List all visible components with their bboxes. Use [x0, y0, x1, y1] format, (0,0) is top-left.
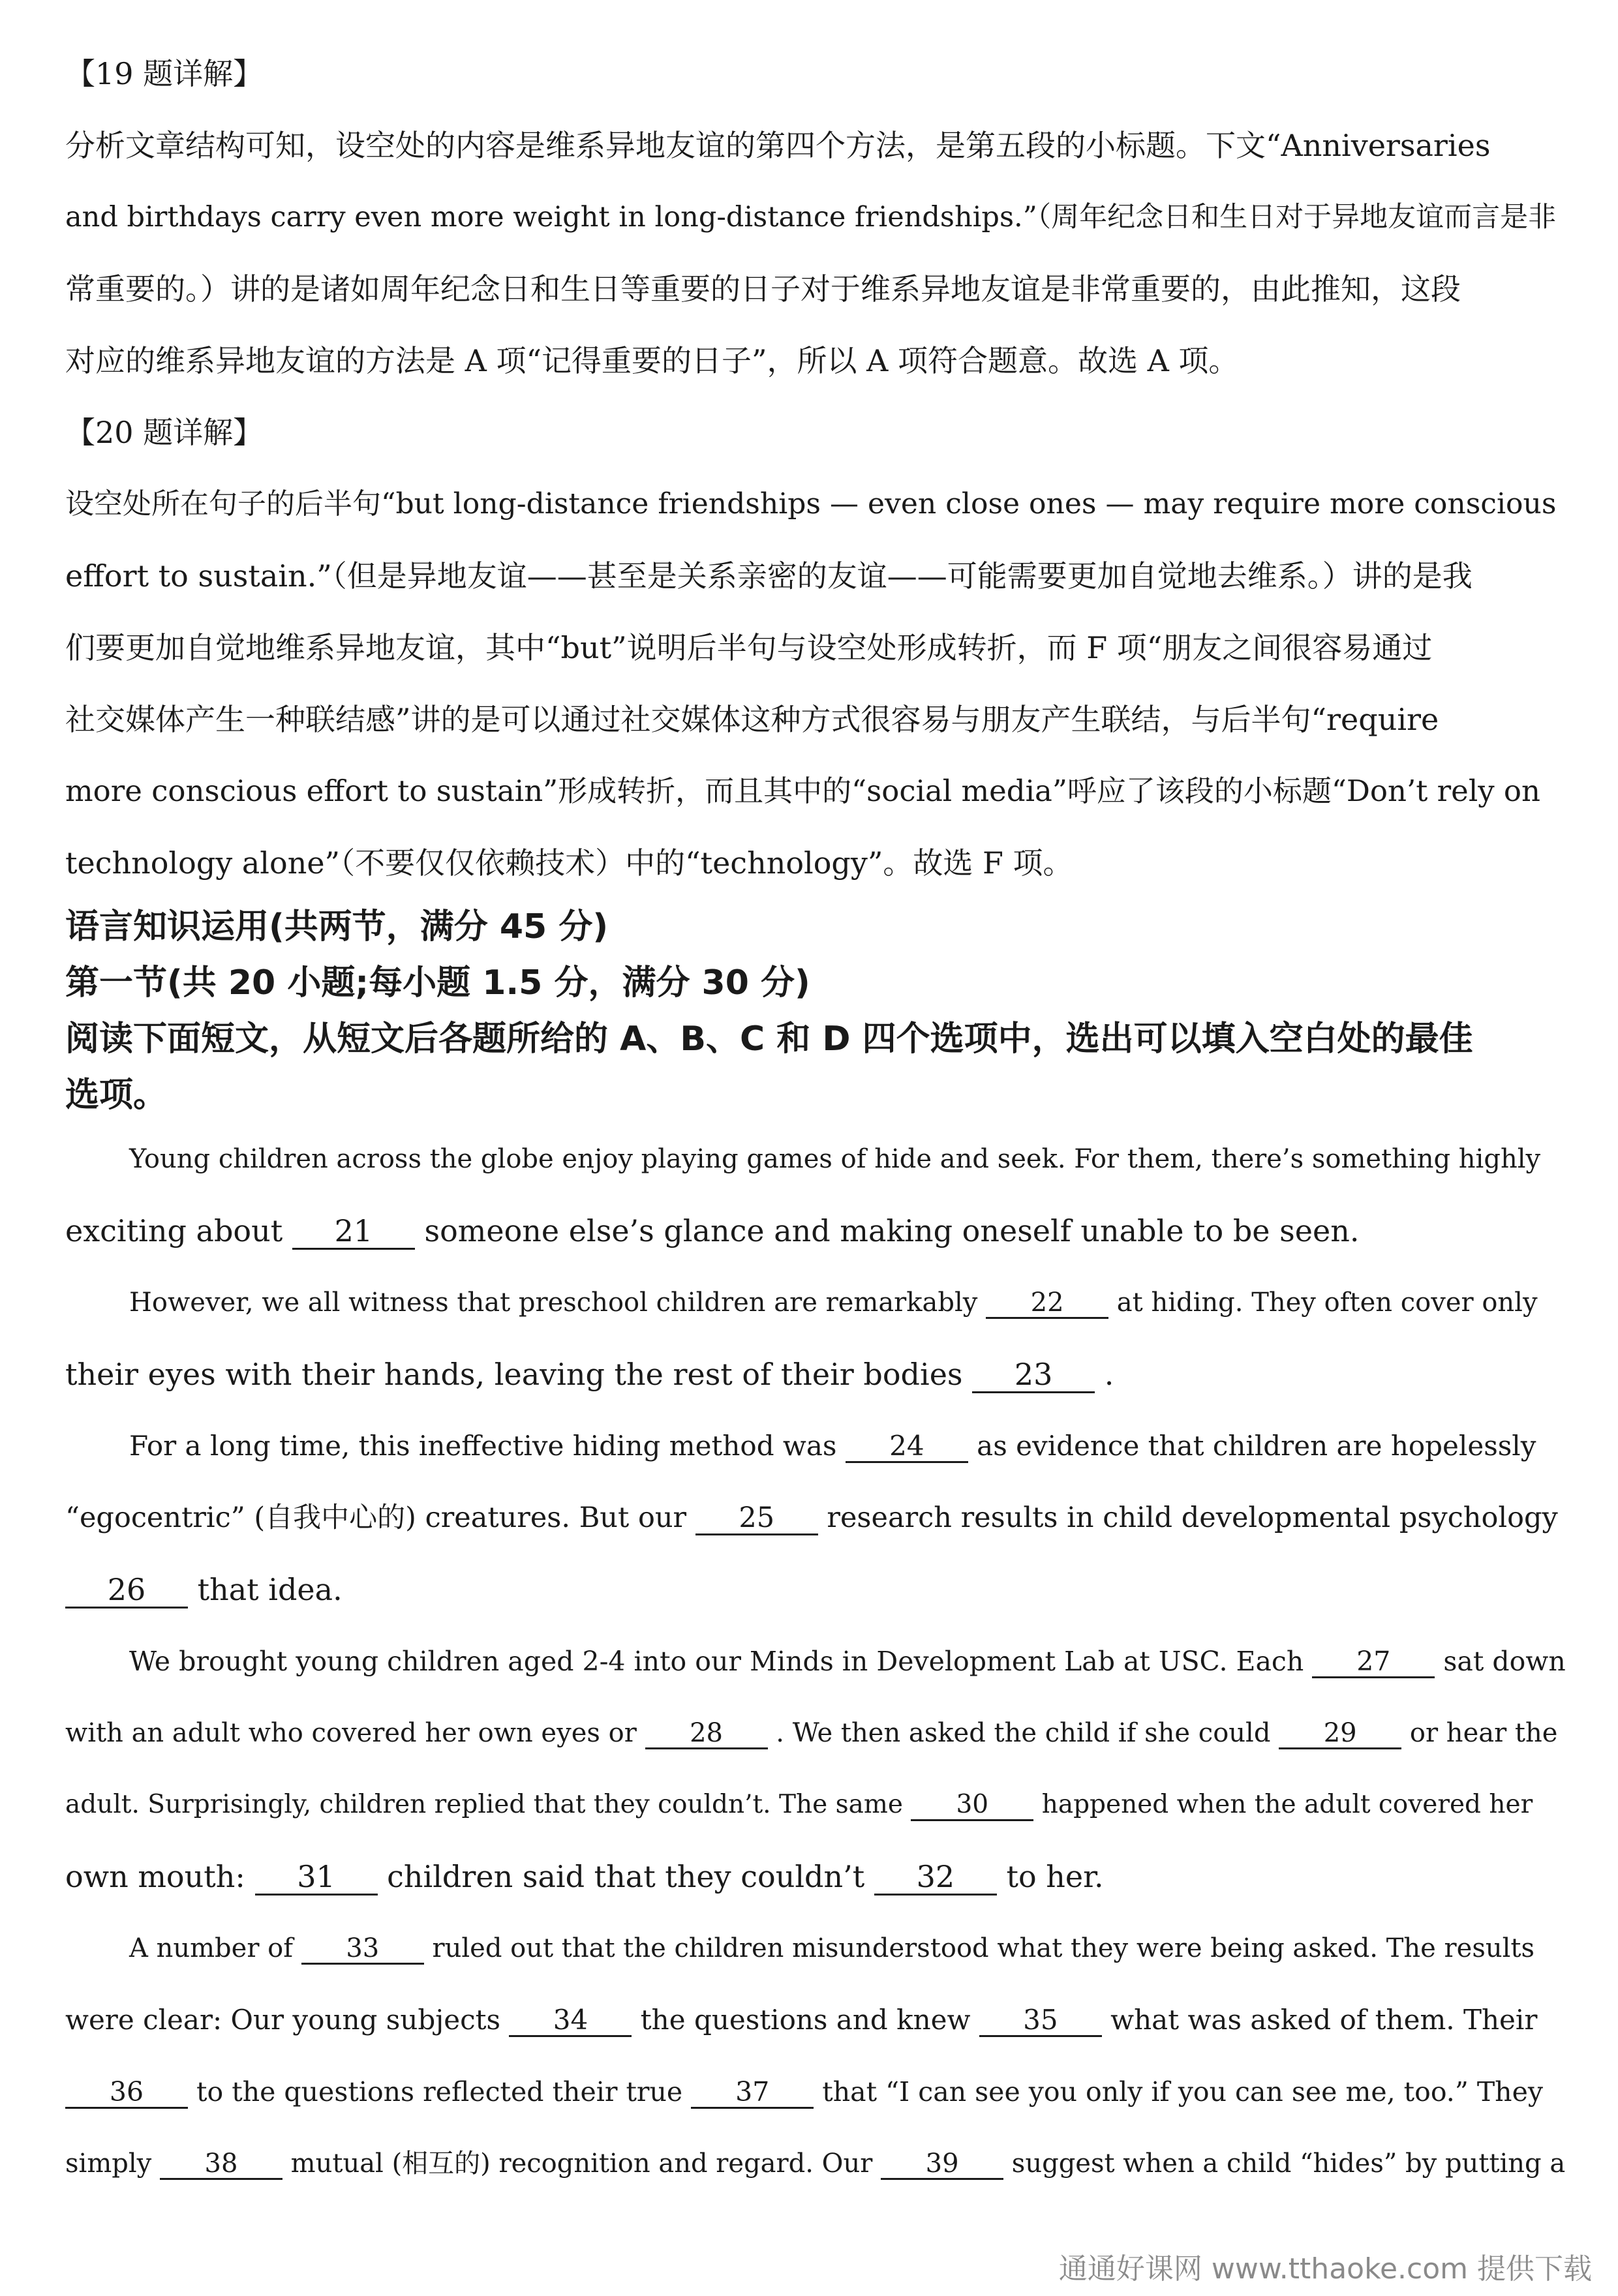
- blank-26: 26: [65, 1573, 188, 1609]
- passage-line: exciting about 21 someone else’s glance and making oneself unable to be seen.: [65, 1213, 1360, 1248]
- passage-line: Young children across the globe enjoy playing games of hide and seek. For them, there’s something highly: [129, 1144, 1541, 1174]
- passage-line: 26 that idea.: [65, 1554, 1566, 1625]
- passage-line: 36 to the questions reflected their true 37 that “I can see you only if you can see me, too.” They: [65, 2056, 1566, 2128]
- blank-31: 31: [255, 1860, 378, 1896]
- passage-line: We brought young children aged 2-4 into our Minds in Development Lab at USC. Each 27 sat down: [65, 1625, 1566, 1697]
- q20-line-6: technology alone”（不要仅仅依赖技术）中的“technology”。故选 F 项。: [65, 845, 1073, 881]
- q20-heading: 【20 题详解】: [65, 415, 264, 450]
- blank-25: 25: [695, 1503, 818, 1535]
- q20-line-5: more conscious effort to sustain”形成转折，而且其中的“social media”呼应了该段的小标题“Don’t rely on: [65, 774, 1541, 808]
- blank-32: 32: [874, 1860, 997, 1896]
- passage-line: simply 38 mutual (相互的) recognition and regard. Our 39 suggest when a child “hides” by putting a: [65, 2149, 1566, 2179]
- blank-24: 24: [846, 1431, 968, 1463]
- blank-21: 21: [292, 1215, 415, 1250]
- part1-title: 第一节(共 20 小题;每小题 1.5 分，满分 30 分): [65, 963, 810, 1003]
- instruction-line-1: 阅读下面短文，从短文后各题所给的 A、B、C 和 D 四个选项中，选出可以填入空白处的最佳: [65, 1020, 1473, 1059]
- instruction-line-2: 选项。: [65, 1076, 168, 1115]
- footer-watermark: 通通好课网 www.tthaoke.com 提供下载: [1058, 2252, 1592, 2286]
- blank-29: 29: [1279, 1719, 1401, 1749]
- blank-38: 38: [160, 2149, 282, 2180]
- q19-line-2: and birthdays carry even more weight in long-distance friendships.”（周年纪念日和生日对于异地友谊而言是非: [65, 201, 1557, 234]
- q19-line-1: 分析文章结构可知，设空处的内容是维系异地友谊的第四个方法，是第五段的小标题。下文“Anniversaries: [65, 128, 1491, 163]
- passage-line: with an adult who covered her own eyes or 28 . We then asked the child if she could 29 or hear the: [65, 1718, 1558, 1748]
- blank-34: 34: [509, 2005, 632, 2037]
- blank-23: 23: [972, 1358, 1095, 1393]
- blank-28: 28: [645, 1719, 768, 1749]
- passage-line: own mouth: 31 children said that they couldn’t 32 to her.: [65, 1859, 1104, 1894]
- q19-line-3: 常重要的。）讲的是诸如周年纪念日和生日等重要的日子对于维系异地友谊是非常重要的，由此推知，这段: [65, 271, 1461, 307]
- passage-line: were clear: Our young subjects 34 the questions and knew 35 what was asked of them. Their: [65, 1984, 1566, 2056]
- q19-heading: 【19 题详解】: [65, 56, 264, 91]
- q20-line-2: effort to sustain.”（但是异地友谊——甚至是关系亲密的友谊——可能需要更加自觉地去维系。）讲的是我: [65, 558, 1473, 594]
- blank-22: 22: [986, 1288, 1108, 1319]
- blank-35: 35: [979, 2005, 1102, 2037]
- passage-line: However, we all witness that preschool children are remarkably 22 at hiding. They often cover only: [129, 1288, 1538, 1318]
- blank-37: 37: [691, 2077, 814, 2109]
- passage-line: adult. Surprisingly, children replied that they couldn’t. The same 30 happened when the adult covered her: [65, 1769, 1566, 1841]
- blank-33: 33: [301, 1934, 424, 1965]
- blank-36: 36: [65, 2077, 188, 2109]
- passage-line: “egocentric” (自我中心的) creatures. But our 25 research results in child developmental psychology: [65, 1482, 1566, 1554]
- document-page: [65, 38, 1566, 2199]
- q20-line-3: 们要更加自觉地维系异地友谊，其中“but”说明后半句与设空处形成转折，而 F 项“朋友之间很容易通过: [65, 630, 1433, 665]
- q20-line-4: 社交媒体产生一种联结感”讲的是可以通过社交媒体这种方式很容易与朋友产生联结，与后半句“require: [65, 702, 1439, 737]
- q19-line-4: 对应的维系异地友谊的方法是 A 项“记得重要的日子”，所以 A 项符合题意。故选 A 项。: [65, 343, 1239, 378]
- blank-30: 30: [911, 1791, 1033, 1821]
- passage-line: For a long time, this ineffective hiding method was 24 as evidence that children are hopelessly: [65, 1410, 1566, 1482]
- q20-line-1: 设空处所在句子的后半句“but long-distance friendships — even close ones — may require more conscious: [65, 487, 1557, 521]
- blank-39: 39: [881, 2149, 1003, 2180]
- passage-line: their eyes with their hands, leaving the rest of their bodies 23 .: [65, 1357, 1114, 1392]
- passage-line: A number of 33 ruled out that the children misunderstood what they were being asked. The results: [129, 1933, 1535, 1963]
- blank-27: 27: [1312, 1647, 1435, 1678]
- section-title: 语言知识运用(共两节，满分 45 分): [65, 907, 609, 946]
